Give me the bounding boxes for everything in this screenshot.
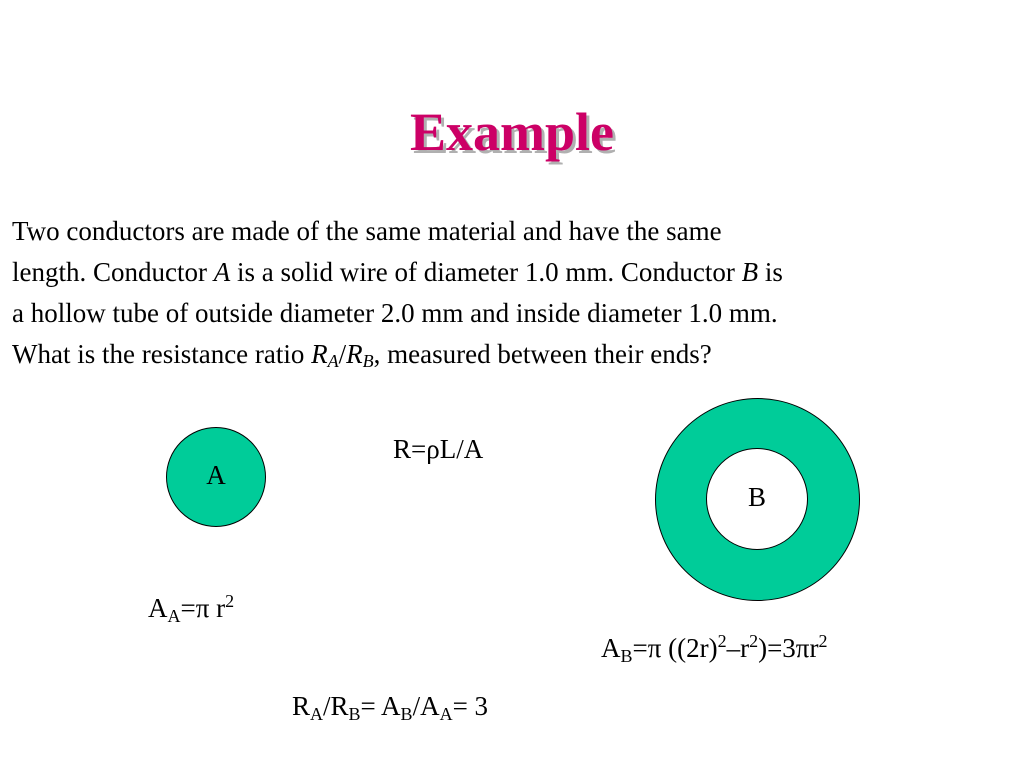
ratio-slash1: /R: [323, 691, 349, 721]
ratio-ra-sub: A: [327, 351, 339, 371]
problem-line-3: [12, 293, 1012, 334]
conductor-b-hole: [706, 448, 808, 550]
ratio-r2-sub: B: [348, 704, 361, 724]
area-b-sub: B: [620, 646, 633, 666]
slide-title: Example: [409, 102, 614, 162]
conductor-a-label: A: [206, 460, 226, 490]
ratio-slash: /: [338, 339, 347, 369]
area-b-symbol: A: [601, 633, 621, 663]
ratio-eq: = A: [360, 691, 401, 721]
problem-text: is a solid wire of diameter 1.0 mm. Conductor: [230, 257, 742, 287]
problem-text: length. Conductor: [12, 257, 214, 287]
ratio-a1-sub: B: [400, 704, 413, 724]
problem-text: , measured between their ends?: [373, 339, 712, 369]
problem-line-3-text: a hollow tube of outside diameter 2.0 mm and inside diameter 1.0 mm.: [12, 298, 778, 328]
ratio-rb: [346, 339, 374, 369]
conductor-a-circle: [166, 427, 266, 527]
area-b-exp2: 2: [749, 631, 759, 651]
problem-text: is: [758, 257, 783, 287]
ratio-ra-letter: R: [311, 339, 328, 369]
area-a-exp: 2: [225, 591, 235, 611]
ratio-result-formula: [292, 690, 488, 722]
problem-text: What is the resistance ratio: [12, 339, 312, 369]
area-b-part2: –r: [726, 633, 750, 663]
problem-line-1-text: Two conductors are made of the same material and have the same: [12, 216, 722, 246]
area-b-exp1: 2: [717, 631, 727, 651]
area-a-symbol: A: [148, 593, 168, 623]
conductor-a-ref: A: [213, 257, 231, 287]
area-b-part1: =π ((2r): [632, 633, 718, 663]
ratio-r1-sub: A: [310, 704, 324, 724]
ratio-a2-sub: A: [439, 704, 453, 724]
area-a-rest: =π r: [180, 593, 226, 623]
problem-line-1: [12, 211, 1012, 252]
problem-line-4: [12, 334, 1012, 375]
area-a-sub: A: [167, 606, 181, 626]
problem-line-2: [12, 252, 1012, 293]
area-b-exp3: 2: [818, 631, 828, 651]
problem-statement: [12, 211, 1012, 375]
ratio-ra: [311, 339, 339, 369]
conductor-b-ref: B: [741, 257, 759, 287]
conductor-b-label: B: [747, 482, 766, 512]
ratio-rb-sub: B: [362, 351, 374, 371]
conductor-b-ring: [655, 398, 860, 601]
ratio-result: = 3: [452, 691, 489, 721]
area-b-part3: )=3πr: [758, 633, 819, 663]
area-a-formula: [148, 592, 234, 624]
ratio-rb-letter: R: [346, 339, 363, 369]
ratio-slash2: /A: [412, 691, 440, 721]
resistance-formula: R=ρL/A: [393, 434, 484, 464]
area-b-formula: [601, 632, 827, 664]
ratio-r1: R: [292, 691, 311, 721]
